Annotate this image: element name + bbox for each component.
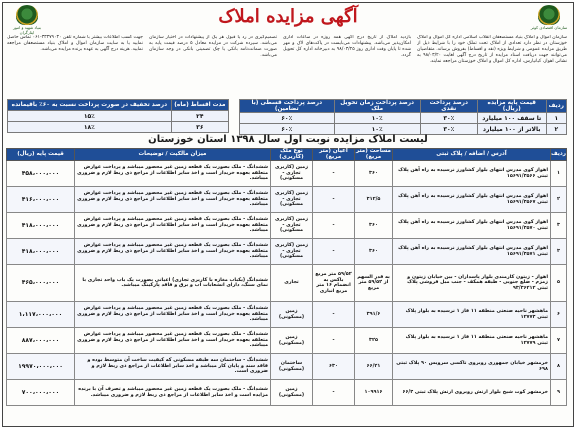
header-cell: ردیف	[546, 100, 566, 113]
notice-title: آگهی مزایده املاک	[218, 6, 358, 27]
header-cell: درصد پرداخت قسطی (با تضامین)	[240, 100, 335, 113]
table-row	[7, 187, 567, 213]
table-cell: ۶۰٪	[240, 124, 335, 135]
base-price-cell: ۱،۱۱۷،۰۰۰،۰۰۰	[7, 302, 75, 328]
table-cell: ۳۰٪	[420, 124, 477, 135]
discount-terms-header-row	[8, 100, 229, 111]
address-cell: خرمشهر کوت شیخ بلوار ارتش روبروی ارتش پلاک ثبتی ۶۶/۴	[393, 380, 551, 406]
table-cell: بالاتر از ۱۰۰ میلیارد	[477, 124, 546, 135]
intro-paragraph-3: تصمیم‌گیری در رد یا قبول هر یک از پیشنهادات در اختیار سازمان می‌باشد. سپرده شرکت در مزایده معادل ۵ درصد قیمت پایه به صورت ضمانت‌نامه بانکی یا چک تضمینی بانکی در وجه سازمان می‌باشد.	[149, 35, 277, 58]
row-number-cell: ۵	[551, 265, 567, 302]
header-row-number: ردیف	[551, 149, 567, 161]
base-price-cell: ۱۹۹۷۰،۰۰۰،۰۰۰	[7, 354, 75, 380]
intro-paragraph-4: جهت کسب اطلاعات بیشتر با شماره تلفن ۳۳۳۷۹۰۳۰-۰۶۱ تماس حاصل نمایید یا به سایت سازمان اموال و املاک بنیاد مستضعفان مراجعه نمایید. هزینه درج آگهی به عهده برنده مزایده می‌باشد.	[7, 35, 143, 52]
building-area-cell: ۵۹/۵۲ متر مربع باکس به انضمام ۱۶ متر مربع انباری	[313, 265, 355, 302]
row-number-cell: ۶	[551, 302, 567, 328]
header-usage: نوع ملک (کاربری)	[271, 149, 313, 161]
row-number-cell: ۹	[551, 380, 567, 406]
address-cell: اهواز کوی مدرس انتهای بلوار کشاورز نرسیده به راه آهن پلاک ثبتی ۱۵۶۹۱/۴۵۷۱	[393, 239, 551, 265]
row-number-cell: ۱	[551, 161, 567, 187]
description-cell: ششدانگ - ملک بصورت یک قطعه زمین غیر محصور میباشد و پرداخت عوارض متعلقه بعهده خریدار است و اخذ سایر اطلاعات از مراجع ذی ربط لازم و ضروری میباشد.	[75, 328, 271, 354]
description-cell: ششدانگ - ملک بصورت یک قطعه زمین غیر محصور میباشد و پرداخت عوارض متعلقه بعهده خریدار است و اخذ سایر اطلاعات از مراجع ذی ربط لازم و ضروری میباشد.	[75, 187, 271, 213]
logo-caption-right: سازمان اقتصادی کوثر	[530, 25, 568, 30]
property-list-title: لیست املاک مزایده نوبت اول سال ۱۳۹۸ استان خوزستان	[148, 134, 428, 145]
table-cell: ۱۸٪	[8, 122, 172, 133]
discount-terms-table	[7, 99, 229, 133]
table-cell: ۱۰٪	[334, 124, 420, 135]
usage-cell: زمین (کاربری تجاری - مسکونی)	[271, 187, 313, 213]
table-row	[8, 111, 229, 122]
intro-paragraph-2: بازدید املاک از تاریخ درج آگهی همه روزه در ساعات اداری امکان‌پذیر می‌باشد. پیشنهادات می‌بایست در پاکت‌های لاک و مهر شده تا پایان وقت اداری روز ۹۸/۰۳/۲۵ به دبیرخانه اداره کل تحویل گردد.	[283, 35, 411, 58]
address-cell: اهواز کوی مدرس انتهای بلوار کشاورز نرسیده به راه آهن پلاک ثبتی ۱۵۶۹۱/۴۵۶۶	[393, 161, 551, 187]
usage-cell: زمین (مسکونی)	[271, 328, 313, 354]
table-row	[8, 122, 229, 133]
usage-cell: زمین (کاربری تجاری - مسکونی)	[271, 213, 313, 239]
table-row	[240, 113, 567, 124]
property-list-header-row	[7, 149, 567, 161]
foundation-logo-left	[7, 5, 47, 35]
area-cell: به قدر السهم از ۵۹/۵۲ متر مربع	[355, 265, 393, 302]
emblem-icon	[16, 5, 38, 25]
address-cell: اهواز کوی مدرس انتهای بلوار کشاورز نرسیده به راه آهن پلاک ثبتی ۱۵۶۹۱/۴۵۶۷	[393, 187, 551, 213]
address-cell: اهواز کوی مدرس انتهای بلوار کشاورز نرسیده به راه آهن پلاک ثبتی ۱۵۶۹۱/۴۵۷۰	[393, 213, 551, 239]
row-number-cell: ۷	[551, 328, 567, 354]
table-cell: ۱	[546, 113, 566, 124]
base-price-cell: ۴۱۸،۰۰۰،۰۰۰	[7, 213, 75, 239]
header-building: اعیان (متر مربع)	[313, 149, 355, 161]
header-cell: قیمت پایه مزایده (ریال)	[477, 100, 546, 113]
description-cell: ششدانگ - ساختمان سه طبقه مسکونی که کیفیت ساخت آن متوسط بوده و فاقد سند و پایان کار میباشد و اخذ سایر اطلاعات از مراجع ذی ربط لازم و ضروری است.	[75, 354, 271, 380]
logo-caption-left: بنیاد شهید و امور ایثارگران	[12, 25, 42, 35]
intro-paragraph-1: سازمان اموال و املاک بنیاد مستضعفان انقلاب اسلامی اداره کل اموال و املاک خوزستان در نظر دارد تعدادی از املاک تحت تملک خود را با شرایط ذیل از طریق مزایده عمومی و شرایط ویژه (نقد و اقساط) بفروش برساند. متقاضیان می‌توانند جهت دریافت اسناد مزایده از تاریخ درج آگهی لغایت ۹۸/۰۳/۲۰ به نشانی اهواز، کیانپارس، اداره کل اموال و املاک خوزستان مراجعه نمایند.	[417, 35, 567, 64]
area-cell: ۳۶۰	[355, 213, 393, 239]
base-price-cell: ۴۶۵،۰۰۰،۰۰۰	[7, 265, 75, 302]
row-number-cell: ۳	[551, 213, 567, 239]
building-area-cell: -	[313, 187, 355, 213]
table-cell: تا سقف ۱۰۰ میلیارد	[477, 113, 546, 124]
table-row	[7, 161, 567, 187]
building-area-cell: ۶۳۰	[313, 354, 355, 380]
area-cell: ۳۶۰	[355, 239, 393, 265]
area-cell: ۳۲۵	[355, 328, 393, 354]
building-area-cell: -	[313, 239, 355, 265]
table-cell: ۲	[546, 124, 566, 135]
table-cell: ۳۶	[171, 122, 228, 133]
table-cell: ۲۴	[171, 111, 228, 122]
description-cell: ششدانگ - ملک بصورت یک قطعه زمین غیر محصور میباشد و پرداخت عوارض متعلقه بعهده خریدار است و اخذ سایر اطلاعات از مراجع ذی ربط لازم و ضروری میباشد.	[75, 302, 271, 328]
area-cell: ۳۶۰	[355, 161, 393, 187]
base-price-cell: ۷۰۰،۰۰۰،۰۰۰	[7, 380, 75, 406]
row-number-cell: ۴	[551, 239, 567, 265]
header-cell: درصد پرداخت نقدی	[420, 100, 477, 113]
payment-terms-table	[239, 99, 567, 135]
auction-notice-page	[2, 2, 574, 427]
header-base-price: قیمت پایه (ریال)	[7, 149, 75, 161]
base-price-cell: ۴۵۸،۰۰۰،۰۰۰	[7, 161, 75, 187]
building-area-cell: -	[313, 328, 355, 354]
payment-terms-header-row	[240, 100, 567, 113]
description-cell: ششدانگ - ملک بصورت یک قطعه زمین غیر محصور میباشد و پرداخت عوارض متعلقه بعهده خریدار است و اخذ سایر اطلاعات از مراجع ذی ربط لازم و ضروری میباشد.	[75, 161, 271, 187]
table-row	[7, 213, 567, 239]
header-cell: درصد پرداخت زمان تحویل ملک	[334, 100, 420, 113]
usage-cell: زمین (مسکونی)	[271, 302, 313, 328]
table-row	[7, 302, 567, 328]
table-row	[7, 328, 567, 354]
usage-cell: تجاری	[271, 265, 313, 302]
usage-cell: زمین (مسکونی)	[271, 380, 313, 406]
address-cell: ماهشهر ناحیه صنعتی منطقه ۱۱ فاز ۱ نرسیده به بلوار پلاک ثبتی ۱۲۷۷۹	[393, 328, 551, 354]
table-row	[7, 380, 567, 406]
base-price-cell: ۴۱۶،۰۰۰،۰۰۰	[7, 187, 75, 213]
table-row	[7, 239, 567, 265]
row-number-cell: ۲	[551, 187, 567, 213]
description-cell: ششدانگ (یکباب مغازه با کاربری تجاری) اعیانی بصورت یک باب واحد تجاری با نمای سنگ، دارای انشعابات آب و برق و فاقد پارکینگ میباشد.	[75, 265, 271, 302]
header-description: میزان مالکیت / توضیحات	[75, 149, 271, 161]
description-cell: ششدانگ - ملک بصورت یک قطعه زمین غیر محصور میباشد و تصرف آن با برنده مزایده است و اخذ سایر اطلاعات از مراجع ذی ربط لازم و ضروری میباشد.	[75, 380, 271, 406]
base-price-cell: ۴۱۸،۰۰۰،۰۰۰	[7, 239, 75, 265]
table-cell: ۶۰٪	[240, 113, 335, 124]
table-cell: ۳۰٪	[420, 113, 477, 124]
description-cell: ششدانگ - ملک بصورت یک قطعه زمین غیر محصور میباشد و پرداخت عوارض متعلقه بعهده خریدار است و اخذ سایر اطلاعات از مراجع ذی ربط لازم و ضروری میباشد.	[75, 239, 271, 265]
building-area-cell: -	[313, 161, 355, 187]
row-number-cell: ۸	[551, 354, 567, 380]
area-cell: ۳۹۱/۶	[355, 302, 393, 328]
table-cell: ۱۰٪	[334, 113, 420, 124]
area-cell: ۶۶/۲۱	[355, 354, 393, 380]
area-cell: ۴۱۲/۵	[355, 187, 393, 213]
building-area-cell: -	[313, 213, 355, 239]
address-cell: خرمشهر خیابان جمهوری روبروی تاکسی سرویس ۹۰ پلاک ثبتی ۶۹۸	[393, 354, 551, 380]
usage-cell: زمین (کاربری تجاری - مسکونی)	[271, 161, 313, 187]
address-cell: ماهشهر ناحیه صنعتی منطقه ۱۱ فاز ۱ نرسیده به بلوار پلاک ثبتی ۱۲۷۷۴	[393, 302, 551, 328]
base-price-cell: ۸۸۷،۰۰۰،۰۰۰	[7, 328, 75, 354]
header-address: آدرس / اضافه / پلاک ثبتی	[393, 149, 551, 161]
address-cell: اهواز - زیتون کارمندی بلوار پاسداران - بین خیابان زیتون و زمزم - ضلع جنوبی - طبقه همکف - جنب مبل فروشی پلاک ثبتی ۹۳/۳۶۲۱۲	[393, 265, 551, 302]
header-area: مساحت (متر مربع)	[356, 148, 391, 160]
usage-cell: ساختمان (مسکونی)	[271, 354, 313, 380]
notice-header	[3, 3, 573, 35]
header-cell: مدت اقساط (ماه)	[171, 100, 228, 111]
building-area-cell: -	[313, 302, 355, 328]
table-row	[7, 265, 567, 302]
description-cell: ششدانگ - ملک بصورت یک قطعه زمین غیر محصور میباشد و پرداخت عوارض متعلقه بعهده خریدار است و اخذ سایر اطلاعات از مراجع ذی ربط لازم و ضروری میباشد.	[75, 213, 271, 239]
building-area-cell: -	[313, 380, 355, 406]
area-cell: ۱۰۹۹۱۶	[355, 380, 393, 406]
table-cell: ۱۵٪	[8, 111, 172, 122]
table-row	[7, 354, 567, 380]
usage-cell: زمین (کاربری تجاری - مسکونی)	[271, 239, 313, 265]
property-list-table	[6, 148, 567, 406]
header-cell: درصد تخفیف در صورت پرداخت نسبت به ۶۰٪ باقیمانده	[8, 100, 172, 111]
table-row	[240, 124, 567, 135]
